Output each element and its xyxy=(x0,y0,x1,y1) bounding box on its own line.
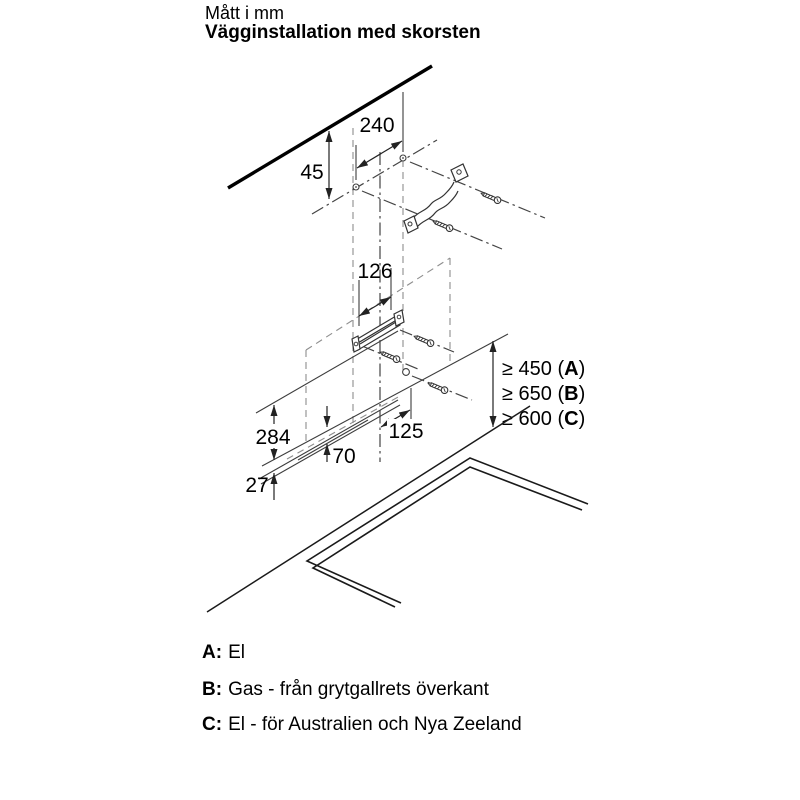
units-note: Mått i mm xyxy=(205,3,284,23)
dim-label-240: 240 xyxy=(359,114,395,137)
legend-text: El - för Australien och Nya Zeeland xyxy=(228,714,522,735)
outlet-hole xyxy=(403,369,410,376)
dim-label-70: 70 xyxy=(332,445,356,468)
legend-item-a xyxy=(202,642,245,664)
legend-key: B: xyxy=(202,679,223,700)
mid-axis-lines xyxy=(362,330,472,400)
wall-hole xyxy=(353,184,359,190)
dimension-125 xyxy=(381,388,427,443)
screw xyxy=(427,380,449,394)
dim-label-284: 284 xyxy=(255,426,291,449)
legend-key: C: xyxy=(202,714,223,735)
dimension-126 xyxy=(357,260,392,326)
clearance-c: ≥ 600 (C) xyxy=(502,408,586,430)
screw xyxy=(413,333,435,347)
mounting-rail xyxy=(352,310,404,352)
dim-label-125: 125 xyxy=(388,420,424,443)
legend-key: A: xyxy=(202,642,223,663)
dim-label-126: 126 xyxy=(357,260,393,283)
top-axis-lines xyxy=(312,140,545,249)
clearance-a: ≥ 450 (A) xyxy=(502,358,586,380)
screw xyxy=(432,218,454,232)
dim-label-45: 45 xyxy=(300,161,324,184)
screw xyxy=(379,349,401,363)
legend-item-c xyxy=(202,714,522,736)
dim-label-27: 27 xyxy=(245,474,269,497)
dimension-27 xyxy=(245,473,274,500)
page-title: Vägginstallation med skorsten xyxy=(205,22,481,43)
dimension-240 xyxy=(356,92,403,180)
legend-item-b xyxy=(202,679,489,701)
clearance-dimension xyxy=(493,341,585,430)
legend-text: Gas - från grytgallrets överkant xyxy=(228,679,489,700)
ceiling-line xyxy=(228,66,432,188)
clearance-b: ≥ 650 (B) xyxy=(502,383,586,405)
dimension-284 xyxy=(255,405,293,460)
dimension-70 xyxy=(327,406,356,468)
legend-text: El xyxy=(228,642,245,663)
wall-hole xyxy=(400,155,406,161)
